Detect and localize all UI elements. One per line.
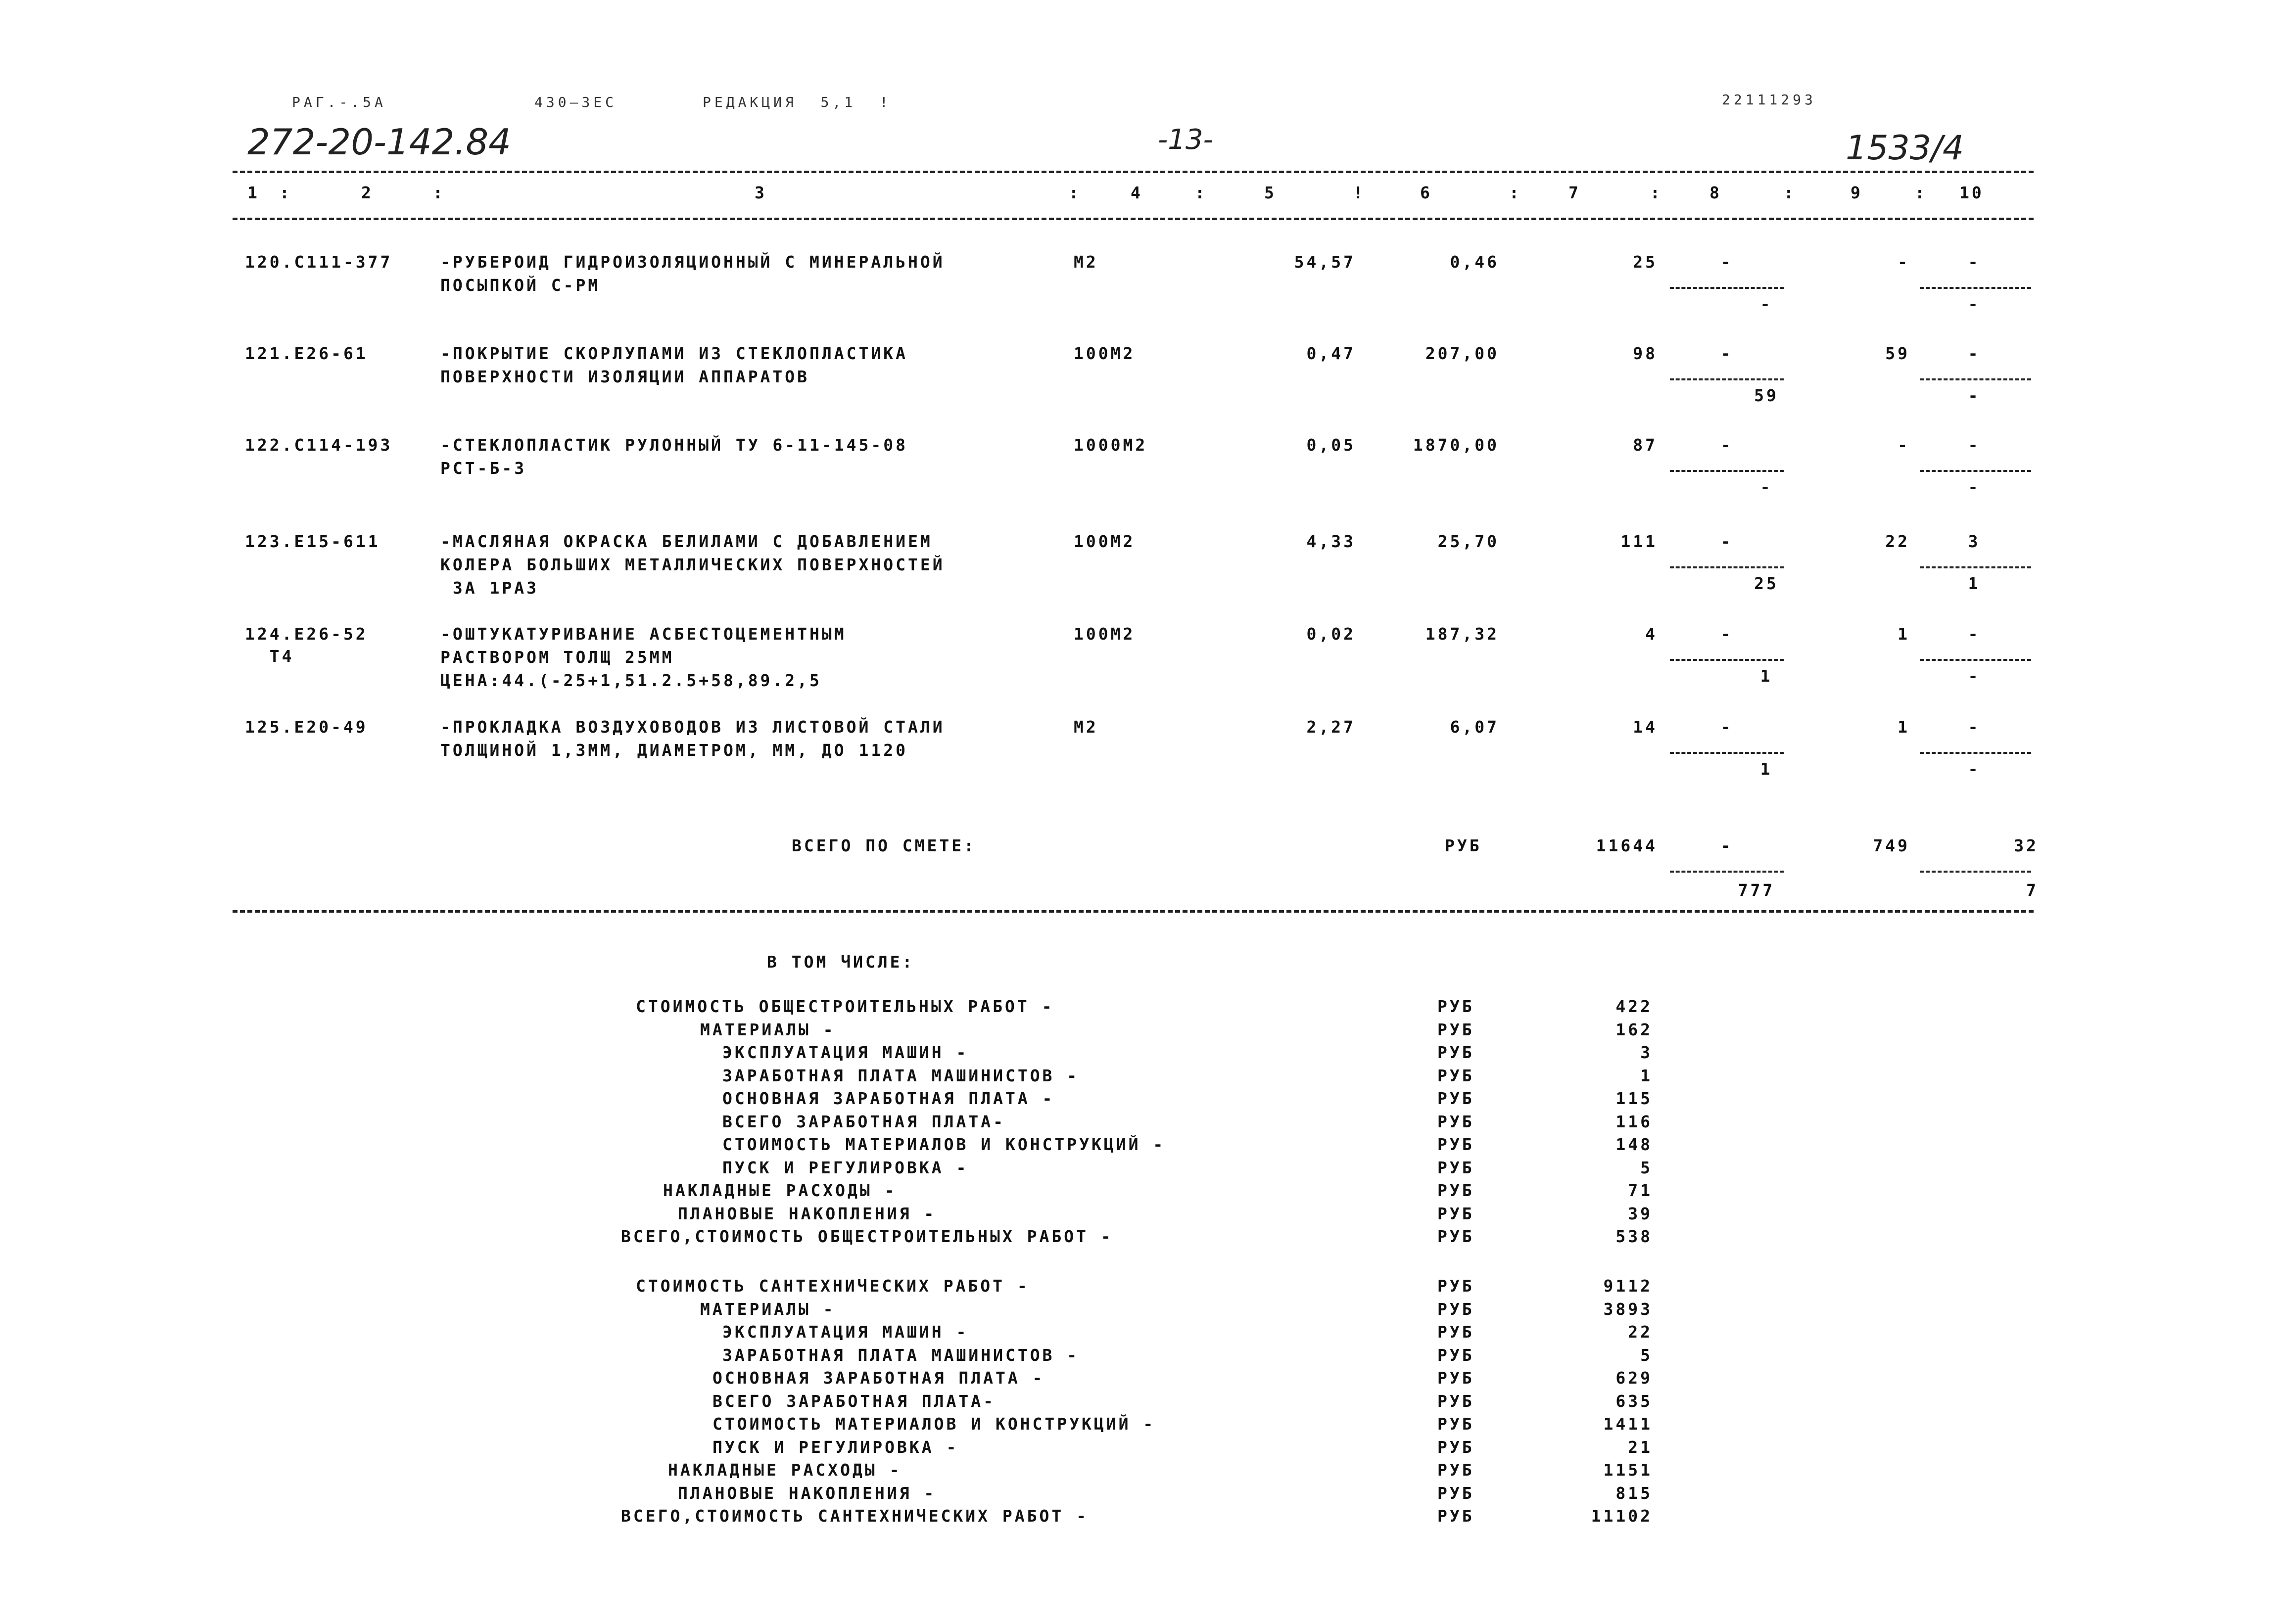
row-unit: М2	[1074, 252, 1098, 272]
row-description: -ОШТУКАТУРИВАНИЕ АСБЕСТОЦЕМЕНТНЫМ	[440, 624, 847, 644]
column-header: :	[1195, 183, 1207, 202]
column-header: :	[1069, 183, 1081, 202]
row-col8-rule	[1670, 287, 1784, 289]
row-col8-rule	[1670, 752, 1784, 754]
summary-unit: РУБ	[1437, 1483, 1474, 1503]
row-price: 25,70	[1437, 532, 1499, 551]
summary-label: ЗАРАБОТНАЯ ПЛАТА МАШИНИСТОВ -	[722, 1345, 1080, 1365]
total-col8-top: -	[1720, 836, 1733, 855]
row-col8-top: -	[1720, 435, 1733, 455]
row-quantity: 0,05	[1306, 435, 1356, 455]
summary-unit: РУБ	[1437, 997, 1474, 1016]
summary-unit: РУБ	[1437, 1227, 1474, 1246]
row-col8-top: -	[1720, 344, 1733, 363]
row-col9: 1	[1898, 717, 1910, 737]
row-unit: 1000М2	[1074, 435, 1148, 455]
summary-label: МАТЕРИАЛЫ -	[700, 1299, 836, 1319]
row-code-suffix: Т4	[245, 647, 294, 666]
row-col8-top: -	[1720, 624, 1733, 644]
row-description: ПОСЫПКОЙ С-РМ	[440, 276, 601, 295]
summary-label: ПЛАНОВЫЕ НАКОПЛЕНИЯ -	[678, 1204, 937, 1223]
row-price: 6,07	[1450, 717, 1499, 737]
header-edition: РЕДАКЦИЯ 5,1 !	[703, 94, 892, 110]
row-code: 123.Е15-611	[245, 532, 380, 551]
summary-unit: РУБ	[1437, 1322, 1474, 1342]
column-header: :	[1784, 183, 1796, 202]
summary-unit: РУБ	[1437, 1089, 1474, 1108]
row-col10-rule	[1920, 378, 2031, 380]
page-number: -13-	[1158, 124, 1213, 156]
row-description: ТОЛЩИНОЙ 1,3ММ, ДИАМЕТРОМ, ММ, ДО 1120	[440, 741, 908, 760]
summary-value: 815	[1615, 1483, 1653, 1503]
summary-unit: РУБ	[1437, 1181, 1474, 1200]
summary-value: 3	[1640, 1043, 1653, 1062]
summary-value: 162	[1615, 1020, 1653, 1039]
column-header: :	[1915, 183, 1927, 202]
row-col10-bottom: -	[1968, 666, 1981, 686]
summary-label: ОСНОВНАЯ ЗАРАБОТНАЯ ПЛАТА -	[722, 1089, 1055, 1108]
column-header: :	[1650, 183, 1662, 202]
summary-value: 635	[1615, 1391, 1653, 1411]
row-description: -РУБЕРОИД ГИДРОИЗОЛЯЦИОННЫЙ С МИНЕРАЛЬНОЙ	[440, 252, 945, 272]
row-col8-top: -	[1720, 252, 1733, 272]
row-description: ЗА 1РАЗ	[440, 578, 539, 598]
including-label: В ТОМ ЧИСЛЕ:	[767, 952, 915, 972]
row-col10-rule	[1920, 659, 2031, 661]
summary-label: ПУСК И РЕГУЛИРОВКА -	[722, 1158, 969, 1177]
header-right-code: 22111293	[1722, 92, 1816, 108]
row-col10-top: -	[1968, 252, 1981, 272]
summary-label: ВСЕГО,СТОИМОСТЬ ОБЩЕСТРОИТЕЛЬНЫХ РАБОТ -	[621, 1227, 1113, 1246]
row-col9: 22	[1885, 532, 1910, 551]
summary-value: 21	[1628, 1437, 1653, 1457]
row-description: -ПОКРЫТИЕ СКОРЛУПАМИ ИЗ СТЕКЛОПЛАСТИКА	[440, 344, 908, 363]
summary-label: ПУСК И РЕГУЛИРОВКА -	[712, 1437, 959, 1457]
summary-value: 629	[1615, 1368, 1653, 1388]
row-col9: -	[1898, 435, 1910, 455]
column-header: 5	[1264, 183, 1277, 202]
header-top-rule	[233, 171, 2034, 173]
header-mid-code: 430–3ЕС	[534, 94, 617, 110]
summary-value: 422	[1615, 997, 1653, 1016]
column-header: 2	[361, 183, 374, 202]
summary-unit: РУБ	[1437, 1299, 1474, 1319]
summary-unit: РУБ	[1437, 1135, 1474, 1154]
header-left-code: РАГ.‐.5А	[292, 94, 386, 110]
summary-label: СТОИМОСТЬ САНТЕХНИЧЕСКИХ РАБОТ -	[636, 1276, 1030, 1296]
summary-value: 3893	[1603, 1299, 1653, 1319]
summary-unit: РУБ	[1437, 1414, 1474, 1434]
row-price: 207,00	[1425, 344, 1499, 363]
row-col10-top: -	[1968, 435, 1981, 455]
header-bottom-rule	[233, 218, 2034, 220]
total-value: 11644	[1596, 836, 1658, 855]
column-header: 6	[1420, 183, 1432, 202]
row-col10-top: 3	[1968, 532, 1981, 551]
row-col10-rule	[1920, 470, 2031, 472]
doc-number: 272-20-142.84	[247, 121, 511, 163]
row-unit: 100М2	[1074, 344, 1136, 363]
summary-value: 5	[1640, 1158, 1653, 1177]
summary-value: 1	[1640, 1066, 1653, 1085]
summary-label: ЭКСПЛУАТАЦИЯ МАШИН -	[722, 1322, 969, 1342]
total-col8-bottom: 777	[1738, 881, 1775, 900]
sheet-number: 1533/4	[1846, 129, 1964, 168]
column-header: :	[280, 183, 292, 202]
row-col8-top: -	[1720, 532, 1733, 551]
total-col8-rule	[1670, 871, 1784, 873]
summary-unit: РУБ	[1437, 1276, 1474, 1296]
row-col8-top: -	[1720, 717, 1733, 737]
summary-value: 11102	[1591, 1506, 1653, 1526]
row-col10-top: -	[1968, 344, 1981, 363]
total-col10-top: 32	[2014, 836, 2039, 855]
row-col10-bottom: -	[1968, 294, 1981, 314]
row-quantity: 2,27	[1306, 717, 1356, 737]
row-price: 0,46	[1450, 252, 1499, 272]
summary-label: ОСНОВНАЯ ЗАРАБОТНАЯ ПЛАТА -	[712, 1368, 1045, 1388]
column-header: :	[1509, 183, 1521, 202]
row-total: 87	[1633, 435, 1658, 455]
row-total: 25	[1633, 252, 1658, 272]
summary-label: СТОИМОСТЬ МАТЕРИАЛОВ И КОНСТРУКЦИЙ -	[712, 1414, 1156, 1434]
row-description: КОЛЕРА БОЛЬШИХ МЕТАЛЛИЧЕСКИХ ПОВЕРХНОСТЕЙ	[440, 555, 945, 574]
row-col10-rule	[1920, 752, 2031, 754]
column-header: 7	[1568, 183, 1581, 202]
row-unit: 100М2	[1074, 532, 1136, 551]
summary-value: 116	[1615, 1112, 1653, 1131]
summary-label: ЭКСПЛУАТАЦИЯ МАШИН -	[722, 1043, 969, 1062]
row-col8-bottom: 1	[1760, 666, 1773, 686]
row-col8-bottom: -	[1760, 477, 1773, 497]
row-code: 121.Е26-61	[245, 344, 368, 363]
row-code: 125.Е20-49	[245, 717, 368, 737]
row-unit: 100М2	[1074, 624, 1136, 644]
row-col10-rule	[1920, 287, 2031, 289]
summary-unit: РУБ	[1437, 1112, 1474, 1131]
row-col10-bottom: 1	[1968, 574, 1981, 593]
row-col8-rule	[1670, 566, 1784, 568]
row-quantity: 4,33	[1306, 532, 1356, 551]
summary-label: ВСЕГО,СТОИМОСТЬ САНТЕХНИЧЕСКИХ РАБОТ -	[621, 1506, 1089, 1526]
total-label: ВСЕГО ПО СМЕТЕ:	[792, 836, 977, 855]
total-col10-rule	[1920, 871, 2031, 873]
total-col9: 749	[1873, 836, 1910, 855]
column-header: 10	[1959, 183, 1984, 202]
row-price: 1870,00	[1413, 435, 1499, 455]
row-col8-bottom: 25	[1754, 574, 1779, 593]
summary-value: 1411	[1603, 1414, 1653, 1434]
summary-unit: РУБ	[1437, 1158, 1474, 1177]
row-col8-rule	[1670, 470, 1784, 472]
summary-unit: РУБ	[1437, 1506, 1474, 1526]
summary-unit: РУБ	[1437, 1020, 1474, 1039]
row-description: РСТ-Б-3	[440, 459, 527, 478]
row-col8-rule	[1670, 378, 1784, 380]
row-col10-bottom: -	[1968, 386, 1981, 405]
summary-unit: РУБ	[1437, 1345, 1474, 1365]
summary-value: 22	[1628, 1322, 1653, 1342]
column-header: 3	[755, 183, 767, 202]
row-col8-bottom: -	[1760, 294, 1773, 314]
row-total: 4	[1645, 624, 1658, 644]
row-col10-top: -	[1968, 624, 1981, 644]
summary-value: 538	[1615, 1227, 1653, 1246]
summary-value: 115	[1615, 1089, 1653, 1108]
summary-label: НАКЛАДНЫЕ РАСХОДЫ -	[663, 1181, 897, 1200]
row-col9: 59	[1885, 344, 1910, 363]
summary-label: ВСЕГО ЗАРАБОТНАЯ ПЛАТА-	[722, 1112, 1005, 1131]
summary-unit: РУБ	[1437, 1460, 1474, 1480]
summary-value: 39	[1628, 1204, 1653, 1223]
row-price: 187,32	[1425, 624, 1499, 644]
row-col10-bottom: -	[1968, 759, 1981, 779]
row-quantity: 0,47	[1306, 344, 1356, 363]
row-quantity: 0,02	[1306, 624, 1356, 644]
row-col8-rule	[1670, 659, 1784, 661]
row-description: РАСТВОРОМ ТОЛЩ 25ММ	[440, 648, 674, 667]
summary-unit: РУБ	[1437, 1204, 1474, 1223]
summary-unit: РУБ	[1437, 1368, 1474, 1388]
column-header: 1	[247, 183, 260, 202]
column-header: 9	[1851, 183, 1863, 202]
summary-unit: РУБ	[1437, 1391, 1474, 1411]
summary-unit: РУБ	[1437, 1043, 1474, 1062]
summary-label: ПЛАНОВЫЕ НАКОПЛЕНИЯ -	[678, 1483, 937, 1503]
row-code: 120.С111-377	[245, 252, 393, 272]
row-description: ЦЕНА:44.(-25+1,51.2.5+58,89.2,5	[440, 671, 822, 690]
row-col9: 1	[1898, 624, 1910, 644]
summary-label: НАКЛАДНЫЕ РАСХОДЫ -	[668, 1460, 902, 1480]
row-description: -МАСЛЯНАЯ ОКРАСКА БЕЛИЛАМИ С ДОБАВЛЕНИЕМ	[440, 532, 933, 551]
row-code: 124.Е26-52	[245, 624, 368, 644]
column-header: 4	[1131, 183, 1143, 202]
column-header: !	[1353, 183, 1366, 202]
total-rule	[233, 910, 2034, 913]
summary-unit: РУБ	[1437, 1066, 1474, 1085]
summary-value: 9112	[1603, 1276, 1653, 1296]
row-total: 14	[1633, 717, 1658, 737]
summary-unit: РУБ	[1437, 1437, 1474, 1457]
row-col9: -	[1898, 252, 1910, 272]
row-quantity: 54,57	[1294, 252, 1356, 272]
column-header: :	[433, 183, 445, 202]
summary-label: СТОИМОСТЬ МАТЕРИАЛОВ И КОНСТРУКЦИЙ -	[722, 1135, 1166, 1154]
summary-value: 148	[1615, 1135, 1653, 1154]
row-description: ПОВЕРХНОСТИ ИЗОЛЯЦИИ АППАРАТОВ	[440, 367, 810, 386]
summary-value: 5	[1640, 1345, 1653, 1365]
row-col10-rule	[1920, 566, 2031, 568]
column-header: 8	[1709, 183, 1722, 202]
row-description: -СТЕКЛОПЛАСТИК РУЛОННЫЙ ТУ 6-11-145-08	[440, 435, 908, 455]
row-col10-top: -	[1968, 717, 1981, 737]
summary-label: МАТЕРИАЛЫ -	[700, 1020, 836, 1039]
summary-label: ЗАРАБОТНАЯ ПЛАТА МАШИНИСТОВ -	[722, 1066, 1080, 1085]
total-unit: РУБ	[1445, 836, 1482, 855]
row-unit: М2	[1074, 717, 1098, 737]
summary-label: ВСЕГО ЗАРАБОТНАЯ ПЛАТА-	[712, 1391, 996, 1411]
row-total: 111	[1620, 532, 1658, 551]
total-col10-bottom: 7	[2026, 881, 2039, 900]
summary-label: СТОИМОСТЬ ОБЩЕСТРОИТЕЛЬНЫХ РАБОТ -	[636, 997, 1054, 1016]
row-code: 122.С114-193	[245, 435, 393, 455]
row-col8-bottom: 1	[1760, 759, 1773, 779]
row-total: 98	[1633, 344, 1658, 363]
row-col8-bottom: 59	[1754, 386, 1779, 405]
summary-value: 71	[1628, 1181, 1653, 1200]
row-description: -ПРОКЛАДКА ВОЗДУХОВОДОВ ИЗ ЛИСТОВОЙ СТАЛИ	[440, 717, 945, 737]
summary-value: 1151	[1603, 1460, 1653, 1480]
row-col10-bottom: -	[1968, 477, 1981, 497]
